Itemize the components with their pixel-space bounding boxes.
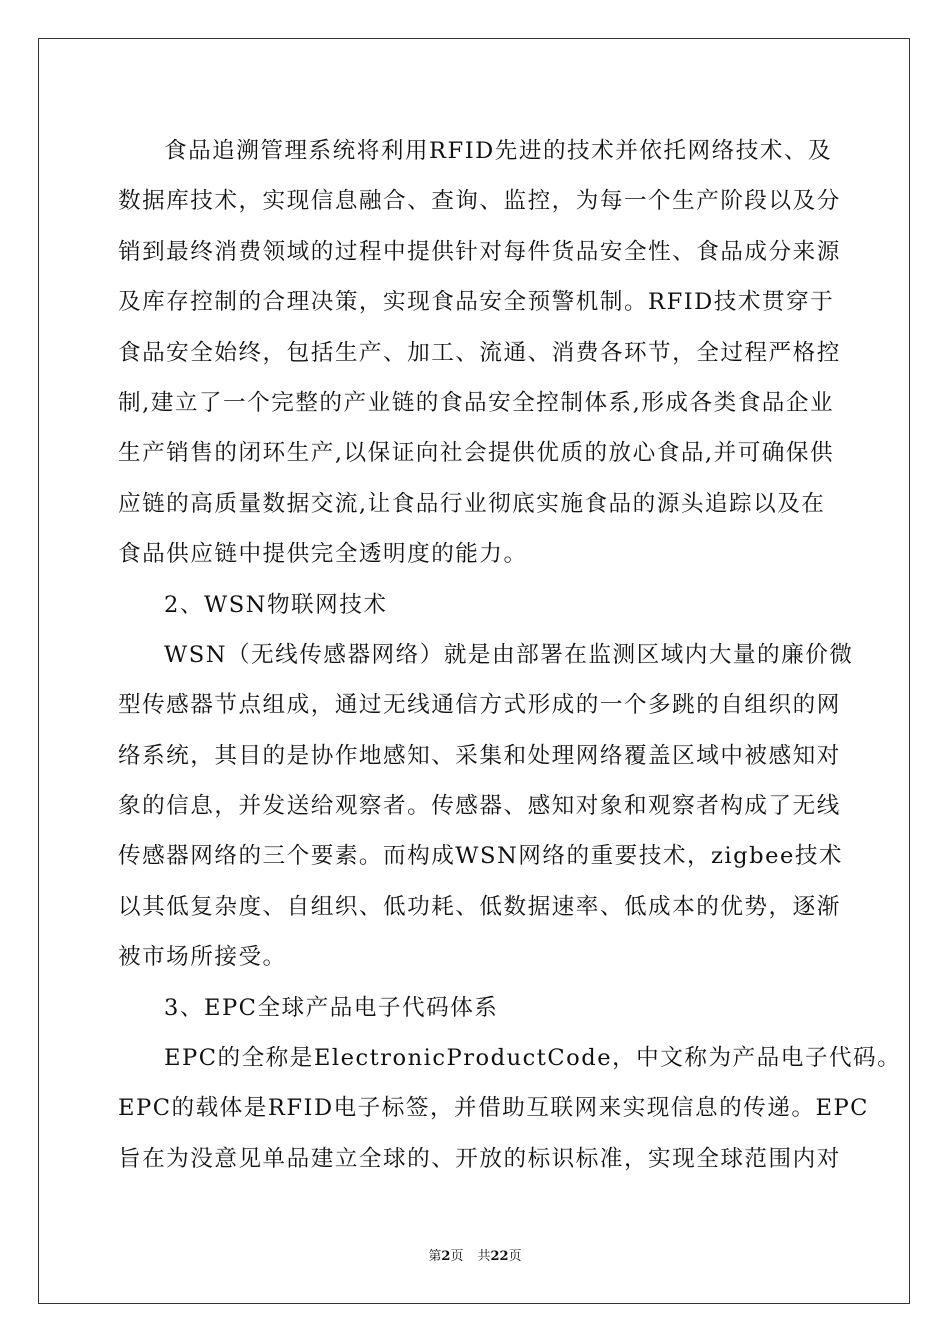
page-unit: 页 bbox=[450, 1249, 464, 1264]
total-prefix: 共 bbox=[477, 1249, 491, 1264]
paragraph-line: EPC的载体是RFID电子标签，并借助互联网来实现信息的传递。EPC bbox=[118, 1095, 869, 1122]
paragraph-line: 象的信息，并发送给观察者。传感器、感知对象和观察者构成了无线 bbox=[118, 793, 841, 820]
total-unit: 页 bbox=[508, 1249, 522, 1264]
page-total: 22 bbox=[490, 1249, 509, 1264]
page-prefix: 第 bbox=[428, 1249, 442, 1264]
paragraph-line: 食品追溯管理系统将利用RFID先进的技术并依托网络技术、及 bbox=[164, 138, 833, 164]
paragraph-line: 络系统，其目的是协作地感知、采集和处理网络覆盖区域中被感知对 bbox=[118, 742, 841, 769]
page-current: 2 bbox=[441, 1249, 451, 1264]
paragraph-line: 型传感器节点组成，通过无线通信方式形成的一个多跳的自组织的网 bbox=[118, 692, 841, 719]
paragraph-line: 被市场所接受。 bbox=[118, 944, 287, 971]
paragraph-line: 数据库技术，实现信息融合、查询、监控，为每一个生产阶段以及分 bbox=[118, 188, 841, 215]
paragraph-line: WSN（无线传感器网络）就是由部署在监测区域内大量的廉价微 bbox=[164, 641, 854, 668]
paragraph-line: 及库存控制的合理决策，实现食品安全预警机制。RFID技术贯穿于 bbox=[118, 289, 835, 316]
paragraph-line: EPC的全称是ElectronicProductCode，中文称为产品电子代码。 bbox=[164, 1045, 902, 1072]
paragraph-line: 应链的高质量数据交流,让食品行业彻底实施食品的源头追踪以及在 bbox=[118, 490, 826, 517]
page-footer bbox=[0, 1248, 950, 1266]
section-heading: 2、WSN物联网技术 bbox=[164, 591, 388, 618]
document-body bbox=[118, 126, 902, 1184]
paragraph-line: 食品安全始终，包括生产、加工、流通、消费各环节，全过程严格控 bbox=[118, 339, 841, 366]
paragraph-line: 传感器网络的三个要素。而构成WSN网络的重要技术，zigbee技术 bbox=[118, 843, 844, 870]
paragraph-line: 制,建立了一个完整的产业链的食品安全控制体系,形成各类食品企业 bbox=[118, 389, 835, 416]
section-heading: 3、EPC全球产品电子代码体系 bbox=[164, 994, 499, 1021]
paragraph-line: 销到最终消费领域的过程中提供针对每件货品安全性、食品成分来源 bbox=[118, 238, 841, 265]
paragraph-line: 生产销售的闭环生产,以保证向社会提供优质的放心食品,并可确保供 bbox=[118, 440, 835, 467]
paragraph-line: 以其低复杂度、自组织、低功耗、低数据速率、低成本的优势，逐渐 bbox=[118, 893, 841, 920]
paragraph-line: 食品供应链中提供完全透明度的能力。 bbox=[118, 541, 528, 568]
paragraph-line: 旨在为没意见单品建立全球的、开放的标识标准，实现全球范围内对 bbox=[118, 1145, 841, 1172]
